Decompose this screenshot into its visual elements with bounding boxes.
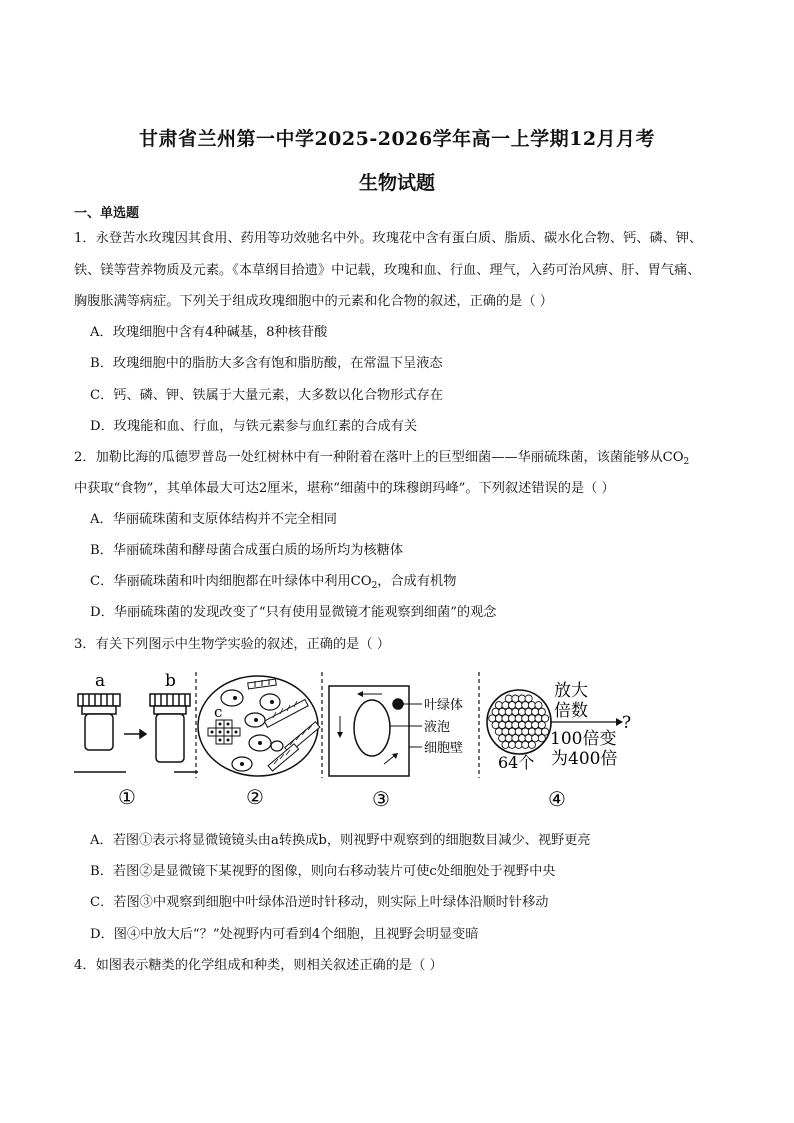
q1-option-d: D．玫瑰能和血、行血，与铁元素参与血红素的合成有关	[90, 419, 418, 434]
figure-1-objectives	[74, 694, 198, 772]
panel-number-1: ①	[118, 785, 136, 809]
label-cell-wall: 细胞壁	[424, 741, 464, 756]
cell-dot	[542, 715, 549, 722]
cell-dot	[509, 728, 516, 735]
panel-number-2: ②	[246, 785, 264, 809]
q1-option-b: B．玫瑰细胞中的脂肪大多含有饱和脂肪酸，在常温下呈液态	[90, 356, 443, 371]
q2-option-c	[90, 573, 456, 595]
q3-figure	[70, 668, 730, 818]
cell-dot	[528, 715, 535, 722]
cell-dot	[505, 721, 512, 728]
cell-dot	[515, 702, 522, 709]
q3-option-d: D．图④中放大后“？”处视野内可看到4个细胞，且视野会明显变暗	[90, 927, 479, 942]
cell-dot	[532, 708, 539, 715]
q1-line-1: 1．永登苦水玫瑰因其食用、药用等功效驰名中外。玫瑰花中含有蛋白质、脂质、碳水化合物、钙、磷、钾、	[74, 231, 703, 246]
q2-option-c-post: ，合成有机物	[377, 574, 457, 589]
cell-dot	[518, 721, 525, 728]
cell-dot	[509, 702, 516, 709]
q1-line-3: 胸腹胀满等病症。下列关于组成玫瑰细胞中的元素和化合物的叙述，正确的是（ ）	[74, 294, 553, 309]
cell-dot	[535, 715, 542, 722]
cell-dot	[509, 741, 516, 748]
q1-line-2: 铁、镁等营养物质及元素。《本草纲目拾遗》中记载，玫瑰和血、行血、理气，入药可治风痹、肝、胃气痛、	[74, 263, 701, 278]
cell-dot	[522, 702, 529, 709]
cell-dot	[515, 715, 522, 722]
cell-dot	[532, 721, 539, 728]
cell-dot	[535, 702, 542, 709]
panel-number-4: ④	[548, 787, 566, 811]
label-magnify-2: 倍数	[554, 701, 588, 721]
cell-dot	[502, 702, 509, 709]
cell-dot	[525, 721, 532, 728]
q2-line-2: 中获取“食物”，其单体最大可达2厘米，堪称“细菌中的珠穆朗玛峰”。下列叙述错误的是（ ）	[74, 481, 615, 496]
cell-dot	[522, 728, 529, 735]
cell-dot	[499, 721, 506, 728]
cell-dot	[502, 741, 509, 748]
cell-dot	[528, 728, 535, 735]
figure-3-plant-cell	[329, 686, 422, 776]
cell-dot	[505, 695, 512, 702]
cell-dot	[525, 708, 532, 715]
cell-dot	[535, 728, 542, 735]
cell-dot	[525, 695, 532, 702]
q2-line-1-text: 2．加勒比海的瓜德罗普岛一处红树林中有一种附着在落叶上的巨型细菌——华丽硫珠菌，该菌能够从CO	[74, 450, 684, 465]
cell-dot	[505, 708, 512, 715]
cell-dot	[512, 735, 519, 742]
q4-stem: 4．如图表示糖类的化学组成和种类，则相关叙述正确的是（ ）	[74, 958, 443, 973]
label-64-cells: 64个	[498, 753, 535, 772]
section-heading: 一、单选题	[74, 206, 140, 221]
label-c: c	[214, 703, 223, 721]
cell-dot	[492, 708, 499, 715]
cell-dot	[515, 741, 522, 748]
q2-option-b: B．华丽硫珠菌和酵母菌合成蛋白质的场所均为核糖体	[90, 543, 404, 558]
cell-dot	[502, 715, 509, 722]
cell-dot	[538, 721, 545, 728]
cell-dot	[522, 715, 529, 722]
cell-dot	[502, 728, 509, 735]
q3-option-b: B．若图②是显微镜下某视野的图像，则向右移动装片可使c处细胞处于视野中央	[90, 864, 556, 879]
figure-2-field-view	[198, 676, 320, 776]
cell-dot	[495, 715, 502, 722]
q2-option-d: D．华丽硫珠菌的发现改变了“只有使用显微镜才能观察到细菌”的观念	[90, 605, 497, 620]
q1-option-c: C．钙、磷、钾、铁属于大量元素，大多数以化合物形式存在	[90, 388, 443, 403]
q2-option-c-sub: 2	[371, 581, 378, 591]
q3-stem: 3．有关下列图示中生物学实验的叙述，正确的是（ ）	[74, 637, 390, 652]
cell-dot	[505, 735, 512, 742]
label-magnify-1: 放大	[554, 681, 588, 701]
document-subtitle: 生物试题	[358, 172, 435, 194]
cell-dot	[522, 741, 529, 748]
cell-dot	[512, 695, 519, 702]
cell-dot	[528, 741, 535, 748]
cell-dot	[528, 702, 535, 709]
label-b: b	[165, 671, 176, 691]
q2-line-1-sub: 2	[683, 457, 690, 467]
cell-dot	[538, 708, 545, 715]
cell-dot	[512, 721, 519, 728]
label-a: a	[95, 671, 106, 691]
cell-dot	[495, 728, 502, 735]
cell-dot	[538, 735, 545, 742]
label-chloroplast: 叶绿体	[424, 698, 464, 713]
panel-number-3: ③	[372, 787, 390, 811]
cell-dot	[532, 735, 539, 742]
cell-dot	[499, 735, 506, 742]
document-title: 甘肃省兰州第一中学2025-2026学年高一上学期12月月考	[138, 128, 656, 150]
q3-option-c: C．若图③中观察到细胞中叶绿体沿逆时针移动，则实际上叶绿体沿顺时针移动	[90, 895, 549, 910]
label-vacuole: 液泡	[424, 720, 451, 735]
label-question-mark: ?	[622, 713, 632, 733]
q2-option-c-pre: C．华丽硫珠菌和叶肉细胞都在叶绿体中利用CO	[90, 574, 372, 589]
cell-dot	[495, 702, 502, 709]
label-100x: 100倍变	[550, 729, 617, 749]
cell-dot	[509, 715, 516, 722]
cell-dot	[492, 721, 499, 728]
label-400x: 为400倍	[551, 749, 618, 769]
cell-dot	[525, 735, 532, 742]
cell-dot	[518, 695, 525, 702]
cell-dot	[518, 708, 525, 715]
q2-option-a: A．华丽硫珠菌和支原体结构并不完全相同	[90, 512, 337, 527]
cell-dot	[512, 708, 519, 715]
cell-dot	[515, 728, 522, 735]
q2-line-1	[74, 449, 689, 471]
cell-dot	[542, 728, 549, 735]
cell-dot	[489, 715, 496, 722]
cell-dot	[499, 708, 506, 715]
cell-dot	[518, 735, 525, 742]
q3-option-a: A．若图①表示将显微镜镜头由a转换成b，则视野中观察到的细胞数目减少、视野更亮	[90, 833, 591, 848]
q1-option-a: A．玫瑰细胞中含有4种碱基，8种核苷酸	[90, 325, 328, 340]
